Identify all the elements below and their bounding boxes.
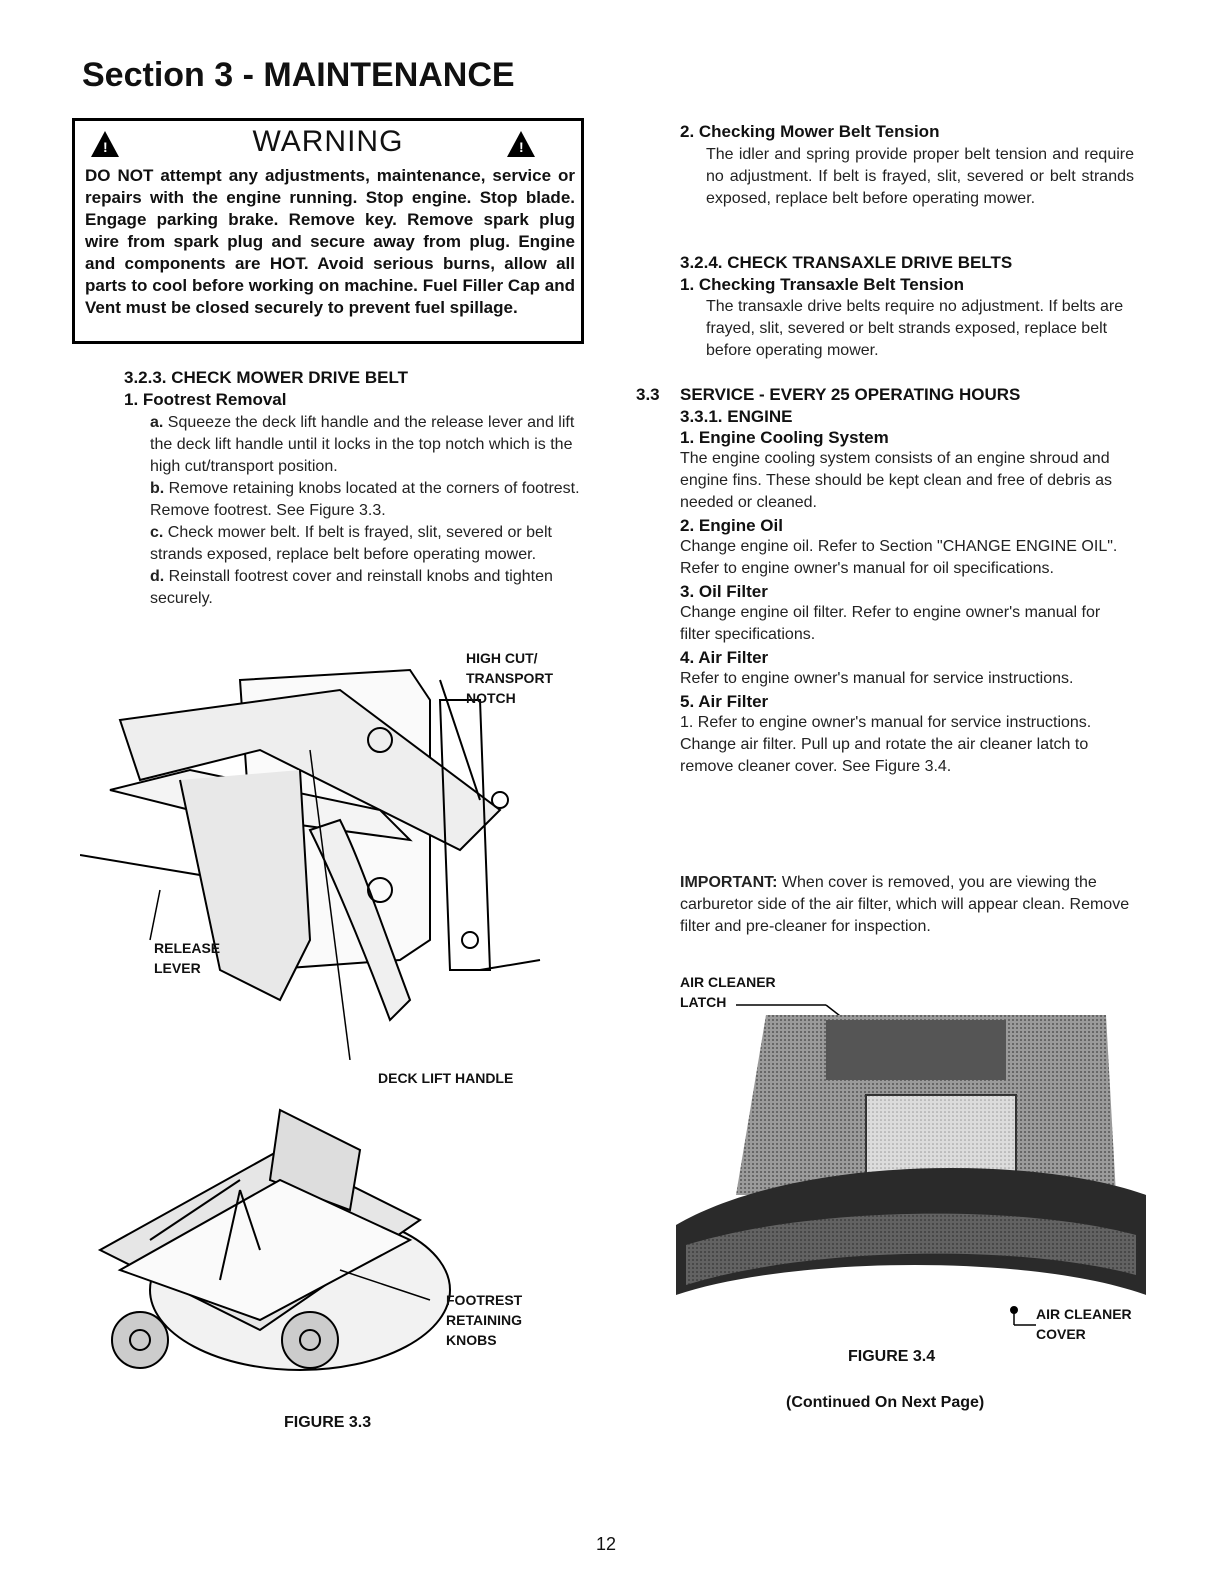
warning-body: DO NOT attempt any adjustments, maintenance, service or repairs with the engine running. Stop engine. Stop blade. Engage parking brake. Remove key. Remove spark plug wire from spark plug and secure away from plug. Engine and components are HOT. Avoid serious burns, allow all parts to cool before working on machine. Fuel Filler Cap and Vent must be closed securely to prevent fuel spillage.: [85, 166, 575, 317]
transaxle-heading: 3.2.4. CHECK TRANSAXLE DRIVE BELTS: [680, 253, 1013, 272]
mower-belt-text: The idler and spring provide proper belt tension and require no adjustment. If belt is frayed, slit, severed or belt strands exposed, replace belt before operating mower.: [706, 146, 1134, 207]
item-heading: 4. Air Filter: [680, 648, 769, 667]
step-d: d. Reinstall footrest cover and reinstall knobs and tighten securely.: [150, 568, 553, 607]
step-a: a. Squeeze the deck lift handle and the release lever and lift the deck lift handle until it locks in the top notch which is the high cut/transport position.: [150, 414, 575, 475]
step-list: [150, 412, 580, 610]
item-text: Change engine oil filter. Refer to engine owner's manual for filter specifications.: [680, 604, 1101, 643]
warning-triangle-icon: !: [507, 131, 535, 157]
warning-box: [72, 118, 584, 344]
warning-triangle-icon: !: [91, 131, 119, 157]
item-heading: 2. Engine Oil: [680, 516, 783, 535]
item-heading: 5. Air Filter: [680, 692, 769, 711]
item-heading: 3. Oil Filter: [680, 582, 768, 601]
figure-3-3-caption: FIGURE 3.3: [284, 1414, 372, 1431]
air-cleaner-photo: [676, 995, 1146, 1335]
label-deck-lift-handle: DECK LIFT HANDLE: [378, 1070, 514, 1086]
transaxle-sub-heading: 1. Checking Transaxle Belt Tension: [680, 275, 965, 294]
engine-heading: 3.3.1. ENGINE: [680, 407, 793, 426]
service-heading: SERVICE - EVERY 25 OPERATING HOURS: [680, 385, 1021, 404]
item-text: Change engine oil. Refer to Section "CHANGE ENGINE OIL". Refer to engine owner's manual for oil specifications.: [680, 538, 1118, 577]
item-text: 1. Refer to engine owner's manual for service instructions. Change air filter. Pull up and rotate the air cleaner latch to remove cleaner cover. See Figure 3.4.: [680, 714, 1092, 775]
label-release-lever: RELEASE LEVER: [154, 940, 221, 976]
continued-note: (Continued On Next Page): [786, 1394, 985, 1411]
service-number: 3.3: [636, 385, 660, 404]
label-footrest-knobs: FOOTREST RETAINING KNOBS: [446, 1292, 523, 1348]
step-c: c. Check mower belt. If belt is frayed, slit, severed or belt strands exposed, replace belt before operating mower.: [150, 524, 552, 563]
item-text: The engine cooling system consists of an engine shroud and engine fins. These should be kept clean and free of debris as needed or cleaned.: [680, 450, 1112, 511]
label-air-cleaner-latch: AIR CLEANER LATCH: [680, 974, 776, 1010]
page-number: 12: [596, 1534, 617, 1554]
item-heading: 1. Engine Cooling System: [680, 428, 889, 447]
page-title: Section 3 - MAINTENANCE: [82, 56, 515, 94]
important-note: IMPORTANT: When cover is removed, you are viewing the carburetor side of the air filter, which will appear clean. Remove filter and pre-cleaner for inspection.: [680, 874, 1130, 935]
section-heading-323: 3.2.3. CHECK MOWER DRIVE BELT: [124, 368, 408, 387]
engine-items: [680, 428, 1134, 778]
mower-belt-heading: 2. Checking Mower Belt Tension: [680, 122, 940, 141]
warning-heading: WARNING: [252, 125, 404, 158]
label-air-cleaner-cover: AIR CLEANER COVER: [1036, 1306, 1132, 1342]
label-high-cut: HIGH CUT/ TRANSPORT NOTCH: [466, 650, 554, 706]
transaxle-text: The transaxle drive belts require no adjustment. If belts are frayed, slit, severed or belt strands exposed, replace belt before operating mower.: [706, 298, 1124, 359]
item-text: Refer to engine owner's manual for service instructions.: [680, 670, 1074, 687]
step-b: b. Remove retaining knobs located at the corners of footrest. Remove footrest. See Figure 3.3.: [150, 480, 580, 519]
figure-3-4-caption: FIGURE 3.4: [848, 1348, 936, 1365]
footrest-illustration: [80, 1090, 460, 1390]
footrest-removal-heading: 1. Footrest Removal: [124, 390, 287, 409]
